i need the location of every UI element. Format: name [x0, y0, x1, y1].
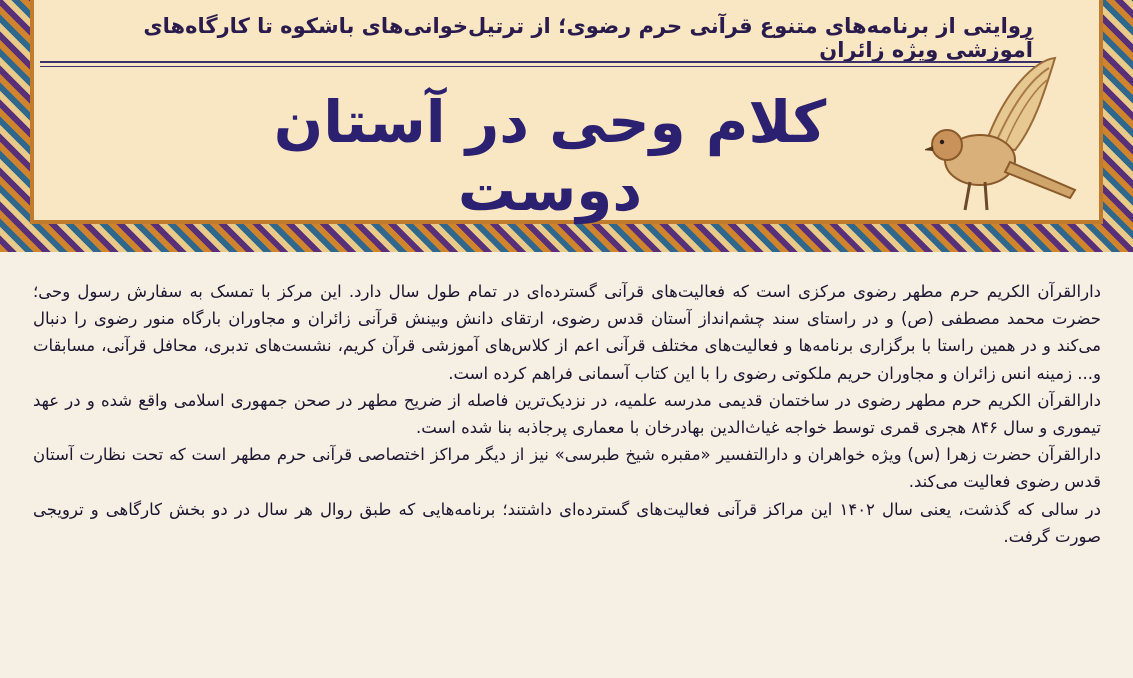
paragraph: در سالی که گذشت، یعنی سال ۱۴۰۲ این مراکز قرآنی فعالیت‌های گسترده‌ای داشتند؛ برنامه‌هایی که طبق روال هر سال در دو بخش کارگاهی و ترویجی صورت گرفت.	[33, 499, 1101, 546]
article-header	[0, 0, 1133, 252]
divider-line	[40, 61, 1053, 63]
divider-line-thin	[40, 66, 1053, 67]
article-title: کلام وحی در آستان دوست	[273, 88, 827, 224]
paragraph: دارالقرآن الکریم حرم مطهر رضوی در ساختمان قدیمی مدرسه علمیه، در نزدیک‌ترین فاصله از ضریح مطهر در صحن جمهوری اسلامی واقع شده و در عهد تیموری و سال ۸۴۶ هجری قمری توسط خواجه غیاث‌الدین بهادرخان با معماری پرجاذبه بنا شده است.	[33, 390, 1101, 438]
article-body	[33, 278, 1101, 678]
paragraph: دارالقرآن حضرت زهرا (س) ویژه خواهران و دارالتفسیر «مقبره شیخ طبرسی» نیز از دیگر مراکز اختصاصی قرآنی حرم مطهر است که تحت نظارت آستان قدس رضوی فعالیت می‌کند.	[33, 445, 1101, 492]
bird-icon	[925, 50, 1085, 230]
paragraph: دارالقرآن الکریم حرم مطهر رضوی مرکزی است که فعالیت‌های قرآنی گسترده‌ای در تمام طول سال دارد. این مرکز با تمسک به سفارش رسول وحی؛ حضرت محمد مصطفی (ص) و در راستای سند چشم‌انداز آستان قدس رضوی، ارتقای دانش وبینش قرآنی زائران و مجاوران بارگاه منور رضوی را دنبال می‌کند و در همین راستا با برگزاری برنامه‌ها و فعالیت‌های مختلف قرآنی اعم از کلاس‌های آموزشی قرآن کریم، نشست‌های تدبری، محافل قرآنی، مسابقات و... زمینه انس زائران و مجاوران حریم ملکوتی رضوی را با این کتاب آسمانی فراهم کرده است.	[33, 282, 1101, 383]
article-subtitle: روایتی از برنامه‌های متنوع قرآنی حرم رضوی؛ از ترتیل‌خوانی‌های باشکوه تا کارگاه‌های آموزشی ویژه زائران	[143, 14, 1033, 62]
